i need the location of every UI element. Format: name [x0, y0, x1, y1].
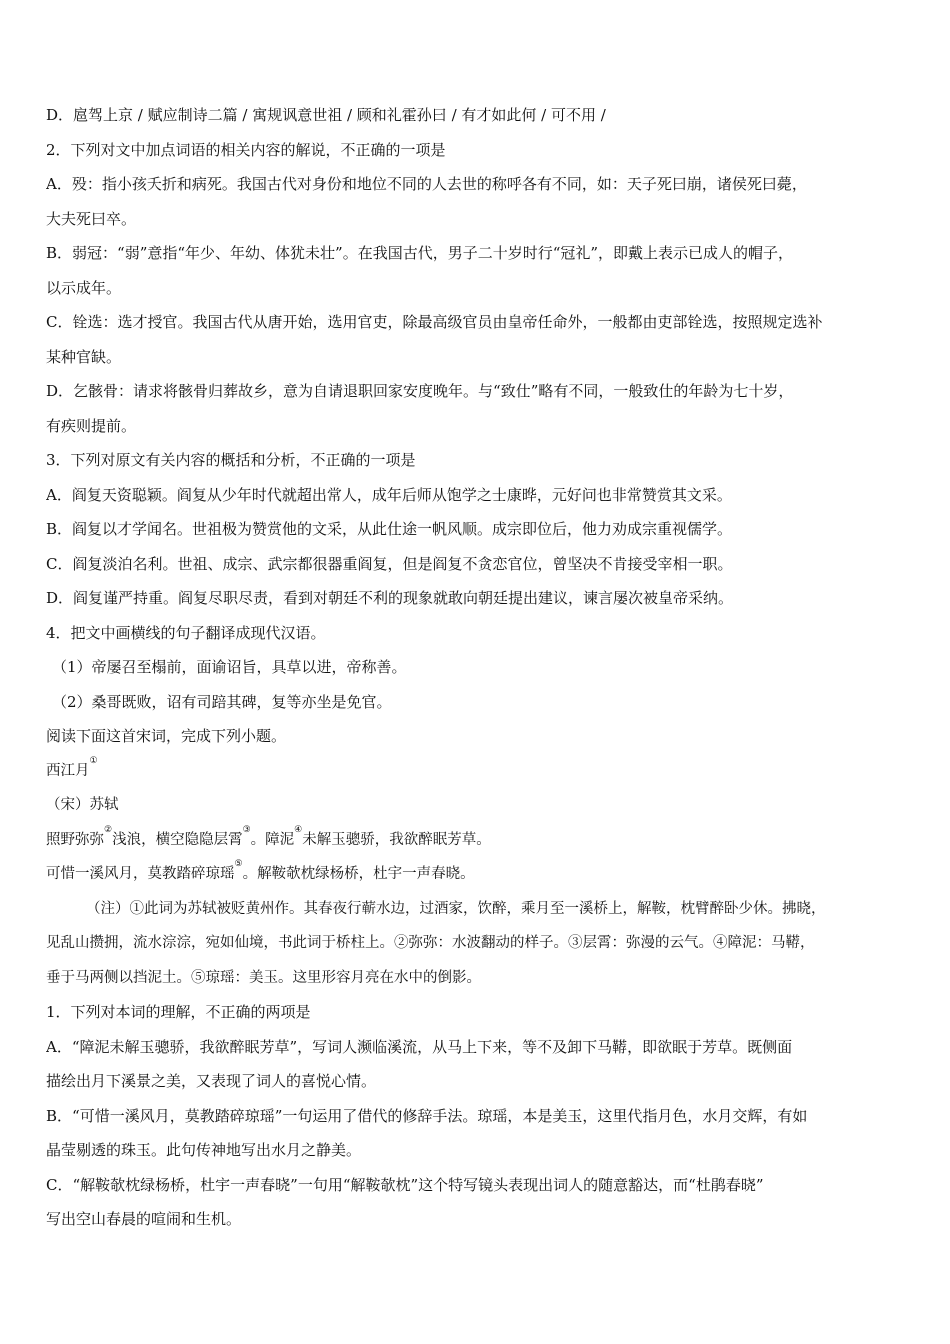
q3-option-b: B．阎复以才学闻名。世祖极为赞赏他的文采，从此仕途一帆风顺。成宗即位后，他力劝成宗重视儒学。 — [46, 520, 733, 538]
q2-option-b-line2: 以示成年。 — [46, 278, 122, 297]
q2-option-d-line1: D．乞骸骨：请求将骸骨归葬故乡，意为自请退职回家安度晚年。与“致仕”略有不同，一般致仕的年龄为七十岁， — [46, 382, 794, 400]
poem-question-1-stem: 1．下列对本词的理解，不正确的两项是 — [46, 1003, 311, 1021]
q3-option-c: C．阎复淡泊名利。世祖、成宗、武宗都很器重阎复，但是阎复不贪恋官位，曾坚决不肯接受宰相一职。 — [46, 554, 733, 573]
reading-instruction: 阅读下面这首宋词，完成下列小题。 — [46, 727, 287, 745]
pq1-option-a-line2: 描绘出月下溪景之美，又表现了词人的喜悦心情。 — [46, 1072, 377, 1090]
pq1-option-c-line1: C．“解鞍欹枕绿杨桥，杜宇一声春晓”一句用“解鞍欹枕”这个特写镜头表现出词人的随意豁达，而“杜鹃春晓” — [46, 1175, 764, 1194]
option-d-segmentation: D．扈驾上京 / 赋应制诗二篇 / 寓规讽意世祖 / 顾和礼霍孙曰 / 有才如此何 / 可不用 / — [46, 106, 606, 124]
q2-option-c-line1: C．铨选：选才授官。我国古代从唐开始，选用官吏，除最高级官员由皇帝任命外，一般都由吏部铨选，按照规定选补 — [46, 313, 823, 331]
q4-sentence-2: （2）桑哥既败，诏有司踣其碑，复等亦坐是免官。 — [52, 692, 392, 711]
q2-option-c-line2: 某种官缺。 — [46, 347, 122, 366]
q2-option-d-line2: 有疾则提前。 — [46, 416, 137, 435]
poem-title: 西江月① — [46, 755, 98, 779]
q4-sentence-1: （1）帝屡召至榻前，面谕诏旨，具草以进，帝称善。 — [52, 658, 407, 676]
question-2-stem: 2．下列对文中加点词语的相关内容的解说，不正确的一项是 — [46, 140, 446, 159]
poem-author: （宋）苏轼 — [46, 797, 119, 813]
q3-option-d: D．阎复谨严持重。阎复尽职尽责，看到对朝廷不利的现象就敢向朝廷提出建议，谏言屡次被皇帝采纳。 — [46, 589, 734, 607]
poem-note-line1: （注）①此词为苏轼被贬黄州作。其春夜行蕲水边，过酒家，饮醉，乘月至一溪桥上，解鞍，枕臂醉卧少休。拂晓， — [86, 900, 826, 917]
q2-option-a-line2: 大夫死曰卒。 — [46, 209, 137, 228]
document-page — [46, 98, 918, 1237]
q2-option-b-line1: B．弱冠：“弱”意指“年少、年幼、体犹未壮”。在我国古代，男子二十岁时行“冠礼”，即戴上表示已成人的帽子， — [46, 244, 794, 262]
q3-option-a: A．阎复天资聪颖。阎复从少年时代就超出常人，成年后师从饱学之士康晔，元好问也非常赞赏其文采。 — [46, 485, 732, 504]
poem-note-line3: 垂于马两侧以挡泥土。⑤琼瑶：美玉。这里形容月亮在水中的倒影。 — [46, 969, 481, 986]
pq1-option-a-line1: A．“障泥未解玉骢骄，我欲醉眠芳草”，写词人濒临溪流，从马上下来，等不及卸下马鞯，即欲眠于芳草。既侧面 — [46, 1037, 793, 1056]
poem-note-line2: 见乱山攒拥，流水淙淙，宛如仙境，书此词于桥柱上。②弥弥：水波翻动的样子。③层霄：弥漫的云气。④障泥：马鞯， — [46, 935, 815, 951]
q2-option-a-line1: A．殁：指小孩夭折和病死。我国古代对身份和地位不同的人去世的称呼各有不同，如：天子死曰崩，诸侯死曰薨， — [46, 175, 807, 193]
pq1-option-b-line2: 晶莹剔透的珠玉。此句传神地写出水月之静美。 — [46, 1141, 362, 1159]
poem-line-1: 照野弥弥②浅浪，横空隐隐层霄③。障泥④未解玉骢骄，我欲醉眠芳草。 — [46, 824, 491, 848]
pq1-option-c-line2: 写出空山春晨的喧闹和生机。 — [46, 1210, 242, 1228]
pq1-option-b-line1: B．“可惜一溪风月，莫教踏碎琼瑶”一句运用了借代的修辞手法。琼瑶，本是美玉，这里代指月色，水月交辉，有如 — [46, 1106, 808, 1125]
poem-line-2: 可惜一溪风月，莫教踏碎琼瑶⑤。解鞍欹枕绿杨桥，杜宇一声春晓。 — [46, 859, 475, 882]
question-3-stem: 3．下列对原文有关内容的概括和分析，不正确的一项是 — [46, 451, 416, 469]
question-4-stem: 4．把文中画横线的句子翻译成现代汉语。 — [46, 623, 326, 642]
